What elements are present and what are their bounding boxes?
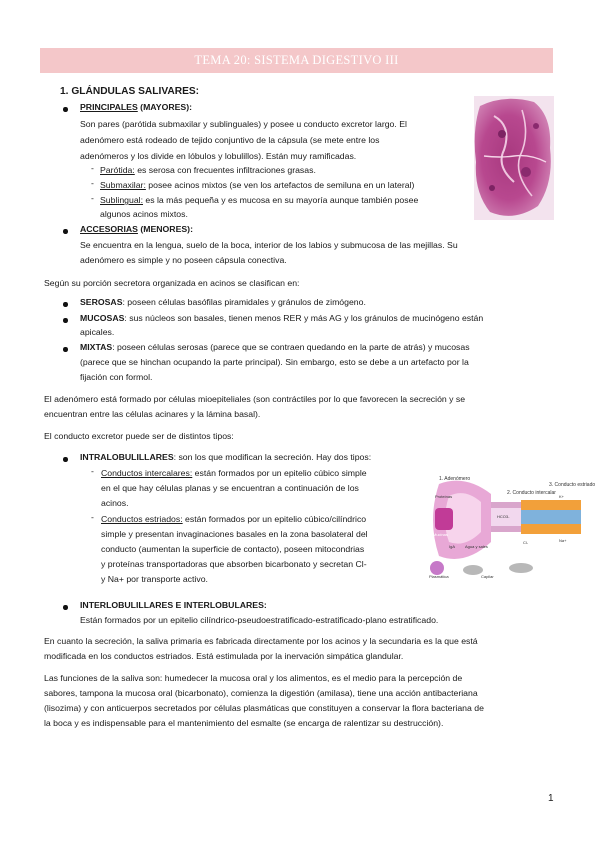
intercalares-item (101, 466, 367, 481)
acino-mixtas (80, 340, 470, 355)
bullet (63, 605, 68, 610)
page-title: TEMA 20: SISTEMA DIGESTIVO III (194, 53, 399, 67)
histology-image (474, 96, 554, 220)
accesorias-line: Se encuentra en la lengua, suelo de la boca, interior de los labios y submucosa de las mejillas. Su (80, 240, 458, 250)
acino-mucosas-cont: apicales. (80, 327, 115, 337)
bullet (63, 318, 68, 323)
porcion-intro: Según su porción secretora organizada en acinos se clasifican en: (44, 278, 300, 288)
diagram-label-hco3: HCO3- (497, 514, 510, 519)
gland-text: posee acinos mixtos (se ven los artefactos de semiluna en un lateral) (145, 180, 415, 190)
diagram-label-na: Na+ (559, 538, 567, 543)
estriado-bottom (521, 524, 581, 534)
interlobulillares-line: Están formados por un epitelio cilíndrico-pseudoestratificado-estratificado-plano estratificado. (80, 615, 439, 625)
conducto-text: : son los que modifican la secreción. Hay dos tipos: (173, 452, 372, 462)
dash-marker: - (91, 193, 94, 203)
section-heading: 1. GLÁNDULAS SALIVARES: (60, 86, 200, 97)
mioepitelial-line: encuentran entre las células acinares y la lámina basal). (44, 409, 261, 419)
diagram-label-intercalar: 2. Conducto intercalar (507, 490, 556, 496)
estriados-cont: conducto (aumentan la superficie de contacto), poseen mitocondrias (101, 544, 365, 554)
gland-term: Parótida: (100, 165, 135, 175)
title-band (40, 48, 553, 73)
diagram-label-estriado: 3. Conducto estriado (549, 482, 596, 488)
principales-suffix: (MAYORES): (137, 102, 192, 112)
bullet (63, 347, 68, 352)
intercalares-cont: acinos. (101, 498, 129, 508)
secrecion-line: modificada en los conductos estriados. Está estimulada por la inervación simpática glandular. (44, 651, 404, 661)
principales-line: Son pares (parótida submaxilar y sublinguales) y posee u conducto excretor largo. El (80, 119, 407, 129)
gland-item-submaxilar (100, 178, 414, 193)
conducto-subterm: Conductos estriados: (101, 514, 183, 524)
conducto-term: INTERLOBULILLARES E INTERLOBULARES (80, 600, 264, 610)
estriado-lumen (521, 510, 581, 524)
mioepitelial-line: El adenómero está formado por células mioepiteliales (son contráctiles por lo que favorecen la secreción y se (44, 394, 466, 404)
diagram-label-cl: Cl- (523, 540, 529, 545)
conducto-intro: El conducto excretor puede ser de distintos tipos: (44, 431, 234, 441)
dash-marker: - (91, 178, 94, 188)
conducto-subtext: están formados por un epitelio cúbico/cilíndrico (182, 514, 367, 524)
bullet (63, 229, 68, 234)
secrecion-line: En cuanto la secreción, la saliva primaria es fabricada directamente por los acinos y la secundaria es la que está (44, 636, 478, 646)
diagram-label-plasmatica: Plasmática (429, 574, 449, 579)
diagram-label-mucinas: Mucinas (433, 532, 448, 537)
acino-term: MUCOSAS (80, 313, 125, 323)
acino-text: : sus núcleos son basales, tienen menos RER y más AG y los gránulos de mucinógeno están (124, 313, 484, 323)
conducto-term: INTRALOBULILLARES (80, 452, 174, 462)
estriados-cont: y proteínas transportadoras que absorben bicarbonato y secretan Cl- (101, 559, 367, 569)
interlobulillares (80, 598, 267, 613)
intercalares-cont: en el que hay células planas y se encuentran a continuación de los (101, 483, 359, 493)
principales-line: adenómero está rodeado de tejido conjuntivo de la cápsula (se mete entre los (80, 135, 380, 145)
bullet (63, 107, 68, 112)
gland-term: Submaxilar: (100, 180, 146, 190)
diagram-label-iga: IgA (449, 544, 456, 549)
gland-item-parotida (100, 163, 316, 178)
estriados-item (101, 512, 366, 527)
acino-serosas (80, 295, 366, 310)
diagram-label-adenomero: 1. Adenómero (439, 476, 471, 482)
gland-term: Sublingual: (100, 195, 143, 205)
acino-mixtas-cont: fijación con formol. (80, 372, 153, 382)
principales-line: adenómeros y los divide en lóbulos y lobulillos). Están muy ramificadas. (80, 151, 357, 161)
funciones-line: (lisozima) y con anticuerpos secretados por células plasmáticas que constituyen a conservar la flora bacteriana de (44, 703, 484, 713)
bullet (63, 302, 68, 307)
histology-micrograph (474, 96, 554, 220)
gland-text: es serosa con frecuentes infiltraciones grasas. (134, 165, 316, 175)
funciones-line: Las funciones de la saliva son: humedecer la mucosa oral y los alimentos, es el medio para la percepción de (44, 673, 463, 683)
acino-term: SEROSAS (80, 297, 123, 307)
accesorias-heading (80, 222, 193, 237)
principales-label: PRINCIPALES (80, 102, 138, 112)
accesorias-line: adenómero es simple y no poseen cápsula conectiva. (80, 255, 287, 265)
dash-marker: - (91, 466, 94, 476)
acino-text: : poseen células basófilas piramidales y gránulos de zimógeno. (122, 297, 366, 307)
gland-item-sublingual-cont: algunos acinos mixtos. (100, 209, 188, 219)
acino-text: : poseen células serosas (parece que se contraen quedando en la parte de atrás) y mucosas (112, 342, 470, 352)
diagram-label-agua: Agua y sales (465, 544, 488, 549)
acino-mucosas (80, 311, 483, 326)
funciones-line: sabores, tampona la mucosa oral (bicarbonato), comienza la digestión (amilasa), tiene una acción antibacteriana (44, 688, 478, 698)
salivary-gland-diagram (425, 470, 596, 580)
conducto-suffix: : (263, 600, 267, 610)
accesorias-label: ACCESORIAS (80, 224, 138, 234)
diagram-label-proteinas: Proteínas (435, 494, 453, 499)
acino-term: MIXTAS (80, 342, 113, 352)
conducto-subtext: están formados por un epitelio cúbico simple (192, 468, 367, 478)
estriado-top (521, 500, 581, 510)
dash-marker: - (91, 512, 94, 522)
diagram-label-capilar: Capilar (481, 574, 494, 579)
plasmatic-cell (430, 561, 444, 575)
principales-heading (80, 100, 192, 115)
estriados-cont: y Na+ por transporte activo. (101, 574, 208, 584)
gland-item-sublingual (100, 193, 418, 208)
conducto-subterm: Conductos intercalares: (101, 468, 193, 478)
acino-mixtas-cont: (parece que se hinchan ocupando la parte principal). Sin embargo, esto se debe a un artefacto por la (80, 357, 469, 367)
gland-text: es la más pequeña y es mucosa en su mayoría aunque también posee (143, 195, 419, 205)
bullet (63, 457, 68, 462)
intralobulillares (80, 450, 371, 465)
diagram-label-k: K+ (559, 494, 565, 499)
dash-marker: - (91, 163, 94, 173)
funciones-line: la boca y es indispensable para el mantenimiento del esmalte (se encarga de ralentizar su destrucción). (44, 718, 444, 728)
capillary (463, 565, 483, 575)
accesorias-suffix: (MENORES): (137, 224, 193, 234)
page-number: 1 (548, 793, 554, 804)
estriados-cont: simple y presentan invaginaciones basales en la zona basolateral del (101, 529, 368, 539)
